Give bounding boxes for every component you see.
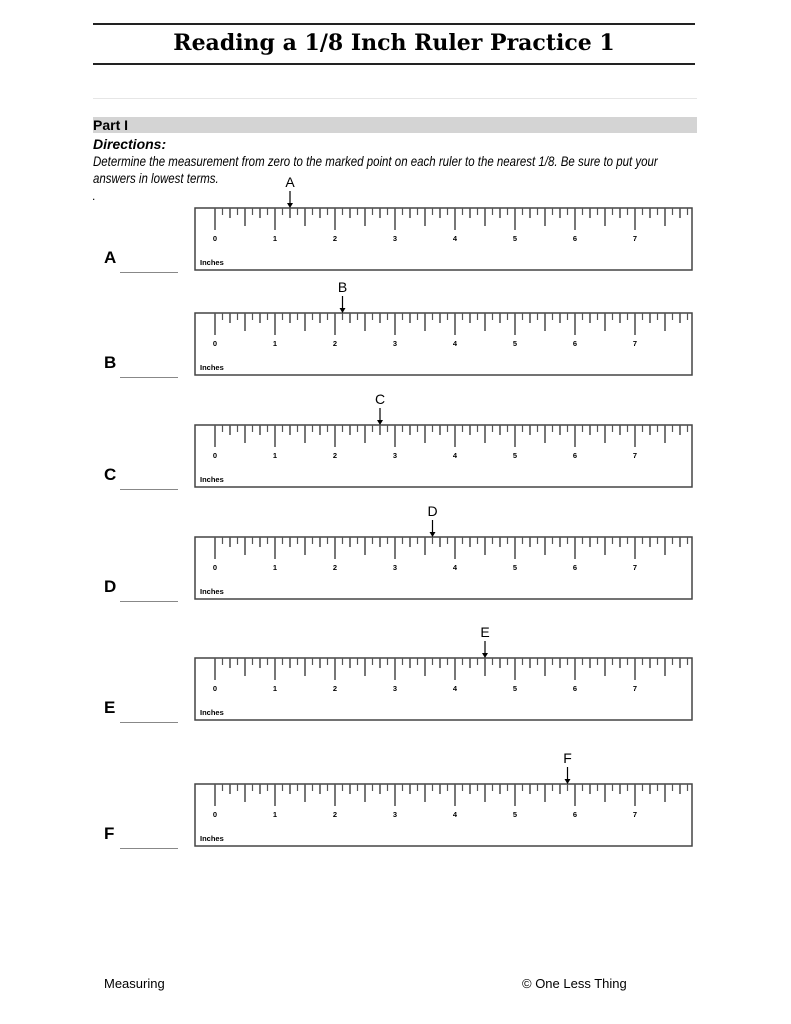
question-label: F — [104, 824, 115, 843]
ruler-number: 4 — [452, 563, 458, 572]
marker-label: F — [563, 750, 572, 766]
answer-blank[interactable] — [120, 377, 178, 378]
ruler-number: 0 — [212, 810, 218, 819]
ruler-number: 7 — [632, 339, 638, 348]
ruler-number: 6 — [572, 451, 578, 460]
marker-label: D — [427, 503, 438, 519]
ruler-number: 5 — [512, 684, 518, 693]
ruler — [190, 749, 710, 849]
ruler-number: 2 — [332, 234, 338, 243]
ruler-number: 0 — [212, 563, 218, 572]
question-label: B — [104, 353, 117, 372]
divider — [93, 98, 697, 99]
question-label: A — [104, 248, 117, 267]
answer-blank[interactable] — [120, 848, 178, 849]
footer-left: Measuring — [104, 976, 165, 991]
answer-blank[interactable] — [120, 489, 178, 490]
ruler-number: 4 — [452, 451, 458, 460]
ruler-number: 2 — [332, 684, 338, 693]
ruler-number: 7 — [632, 234, 638, 243]
ruler-number: 1 — [272, 684, 278, 693]
ruler-number: 6 — [572, 810, 578, 819]
ruler-body — [195, 658, 692, 720]
directions-text: Determine the measurement from zero to the marked point on each ruler to the nearest 1/8. Be sure to put your answers in lowest terms. — [93, 153, 658, 186]
ruler-number: 1 — [272, 234, 278, 243]
ruler-unit-label: Inches — [200, 708, 224, 717]
ruler-number: 0 — [212, 339, 218, 348]
title-underline — [93, 63, 695, 65]
ruler-unit-label: Inches — [200, 258, 224, 267]
ruler-number: 6 — [572, 339, 578, 348]
ruler — [190, 390, 710, 490]
ruler-number: 0 — [212, 451, 218, 460]
question-label: E — [104, 698, 116, 717]
ruler-number: 4 — [452, 339, 458, 348]
ruler-body — [195, 208, 692, 270]
ruler-number: 5 — [512, 234, 518, 243]
ruler-number: 7 — [632, 684, 638, 693]
marker-label: E — [480, 624, 490, 640]
ruler-number: 3 — [392, 234, 398, 243]
ruler-number: 7 — [632, 810, 638, 819]
ruler — [190, 502, 710, 602]
ruler-number: 6 — [572, 234, 578, 243]
part-heading: Part I — [93, 117, 697, 133]
ruler-number: 3 — [392, 684, 398, 693]
ruler-number: 4 — [452, 684, 458, 693]
ruler-number: 2 — [332, 339, 338, 348]
ruler-number: 3 — [392, 451, 398, 460]
ruler-number: 0 — [212, 234, 218, 243]
ruler-unit-label: Inches — [200, 587, 224, 596]
ruler-number: 6 — [572, 563, 578, 572]
ruler-unit-label: Inches — [200, 363, 224, 372]
ruler-number: 1 — [272, 810, 278, 819]
ruler-number: 6 — [572, 684, 578, 693]
top-rule — [93, 23, 695, 25]
answer-blank[interactable] — [120, 601, 178, 602]
ruler-number: 3 — [392, 339, 398, 348]
ruler-unit-label: Inches — [200, 475, 224, 484]
ruler-number: 1 — [272, 563, 278, 572]
question-label: C — [104, 465, 117, 484]
ruler-number: 5 — [512, 339, 518, 348]
ruler — [190, 278, 710, 378]
ruler-number: 5 — [512, 563, 518, 572]
ruler-number: 0 — [212, 684, 218, 693]
ruler — [190, 173, 710, 273]
ruler-number: 4 — [452, 234, 458, 243]
stray-mark: . — [92, 189, 96, 203]
ruler-body — [195, 537, 692, 599]
ruler-body — [195, 784, 692, 846]
marker-label: A — [285, 174, 295, 190]
ruler-number: 1 — [272, 451, 278, 460]
question-label: D — [104, 577, 117, 596]
ruler-number: 5 — [512, 810, 518, 819]
ruler-body — [195, 313, 692, 375]
answer-blank[interactable] — [120, 272, 178, 273]
answer-blank[interactable] — [120, 722, 178, 723]
ruler-unit-label: Inches — [200, 834, 224, 843]
ruler-number: 7 — [632, 563, 638, 572]
marker-label: C — [374, 391, 386, 407]
ruler-body — [195, 425, 692, 487]
marker-label: B — [337, 279, 348, 295]
ruler — [190, 623, 710, 723]
ruler-number: 3 — [392, 810, 398, 819]
ruler-number: 7 — [632, 451, 638, 460]
ruler-number: 4 — [452, 810, 458, 819]
ruler-number: 1 — [272, 339, 278, 348]
directions-label: Directions: — [93, 136, 167, 152]
ruler-number: 2 — [332, 563, 338, 572]
page-title: Reading a 1/8 Inch Ruler Practice 1 — [173, 30, 615, 56]
ruler-number: 2 — [332, 810, 338, 819]
footer-right: © One Less Thing — [522, 976, 627, 991]
ruler-number: 2 — [332, 451, 338, 460]
ruler-number: 3 — [392, 563, 398, 572]
ruler-number: 5 — [512, 451, 518, 460]
